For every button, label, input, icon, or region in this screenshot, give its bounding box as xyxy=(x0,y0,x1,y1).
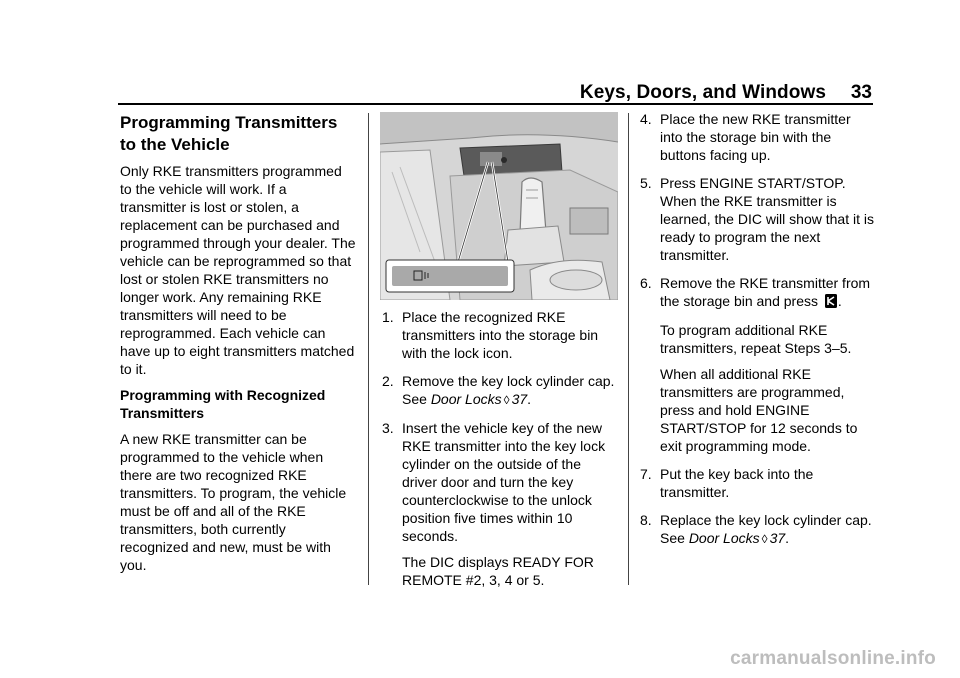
step-number: 4. xyxy=(640,111,652,127)
column-divider-1 xyxy=(368,113,369,585)
page-number: 33 xyxy=(850,82,872,103)
step-5 xyxy=(638,174,874,264)
intro-paragraph: Only RKE transmitters programmed to the vehicle will work. If a transmitter is lost or stolen, a replacement can be purchased and programmed through your dealer. The vehicle can be reprogrammed so that lost or stolen RKE transmitters no longer work. Any remaining RKE transmitters will need to be reprogrammed. Each vehicle can have up to eight transmitters matched to it. xyxy=(120,163,356,377)
step-4 xyxy=(638,110,874,164)
step-text-end: . xyxy=(837,293,842,309)
step-number: 6. xyxy=(640,275,652,291)
door-locks-link[interactable]: Door Locks xyxy=(688,530,760,546)
step-text: Place the new RKE transmitter into the storage bin with the buttons facing up. xyxy=(660,111,851,163)
steps-list-2 xyxy=(638,110,874,548)
subheading: Programming with Recognized Transmitters xyxy=(120,387,326,421)
storage-bin-illustration xyxy=(380,112,618,300)
reference-page[interactable]: 37 xyxy=(769,530,786,546)
column-2 xyxy=(380,112,618,599)
reference-arrow-icon: ◊ xyxy=(503,393,510,407)
step-6 xyxy=(638,274,874,455)
page-header xyxy=(0,82,960,110)
step-number: 7. xyxy=(640,466,652,482)
step-note: The DIC displays READY FOR REMOTE #2, 3, 4 or 5. xyxy=(402,554,594,588)
header-rule xyxy=(118,103,873,105)
step-text: Replace the key lock cylinder cap. See xyxy=(660,512,872,546)
step-note: To program additional RKE transmitters, repeat Steps 3–5. xyxy=(660,322,852,356)
steps-list-1 xyxy=(380,308,618,589)
step-2 xyxy=(380,372,618,409)
step-number: 1. xyxy=(382,309,394,325)
step-text: Remove the RKE transmitter from the storage bin and press xyxy=(660,275,871,309)
reference-arrow-icon: ◊ xyxy=(761,532,768,546)
step-7 xyxy=(638,465,874,501)
header-title: Keys, Doors, and Windows xyxy=(579,82,826,103)
column-divider-2 xyxy=(628,113,629,585)
step-8 xyxy=(638,511,874,548)
step-text-end: . xyxy=(785,530,790,546)
step-number: 3. xyxy=(382,420,394,436)
step-number: 5. xyxy=(640,175,652,191)
step-note: When all additional RKE transmitters are programmed, press and hold ENGINE START/STOP for 12 seconds to exit programming mode. xyxy=(660,366,858,454)
door-locks-link[interactable]: Door Locks xyxy=(430,391,502,407)
column-1 xyxy=(120,110,356,582)
step-3 xyxy=(380,419,618,589)
step-text: Remove the key lock cylinder cap. See xyxy=(402,373,615,407)
step-text-end: . xyxy=(527,391,532,407)
step-number: 8. xyxy=(640,512,652,528)
watermark: carmanualsonline.info xyxy=(730,648,936,669)
step-text: Press ENGINE START/STOP. When the RKE transmitter is learned, the DIC will show that it is ready to program the next transmitter. xyxy=(660,175,874,263)
step-number: 2. xyxy=(382,373,394,389)
body-paragraph: A new RKE transmitter can be programmed to the vehicle when there are two recognized RKE transmitters. To program, the vehicle must be off and all of the RKE transmitters, both currently recognized and new, must be with you. xyxy=(120,431,347,573)
reference-page[interactable]: 37 xyxy=(511,391,528,407)
remote-start-icon xyxy=(824,293,838,313)
step-text: Place the recognized RKE transmitters into the storage bin with the lock icon. xyxy=(402,309,599,361)
step-text: Put the key back into the transmitter. xyxy=(660,466,814,500)
step-1 xyxy=(380,308,618,362)
column-3 xyxy=(638,110,874,558)
section-title: Programming Transmitters to the Vehicle xyxy=(120,113,338,154)
step-text: Insert the vehicle key of the new RKE transmitter into the key lock cylinder on the outside of the driver door and turn the key counterclockwise to the unlock position five times within 10 seconds. xyxy=(402,420,606,544)
